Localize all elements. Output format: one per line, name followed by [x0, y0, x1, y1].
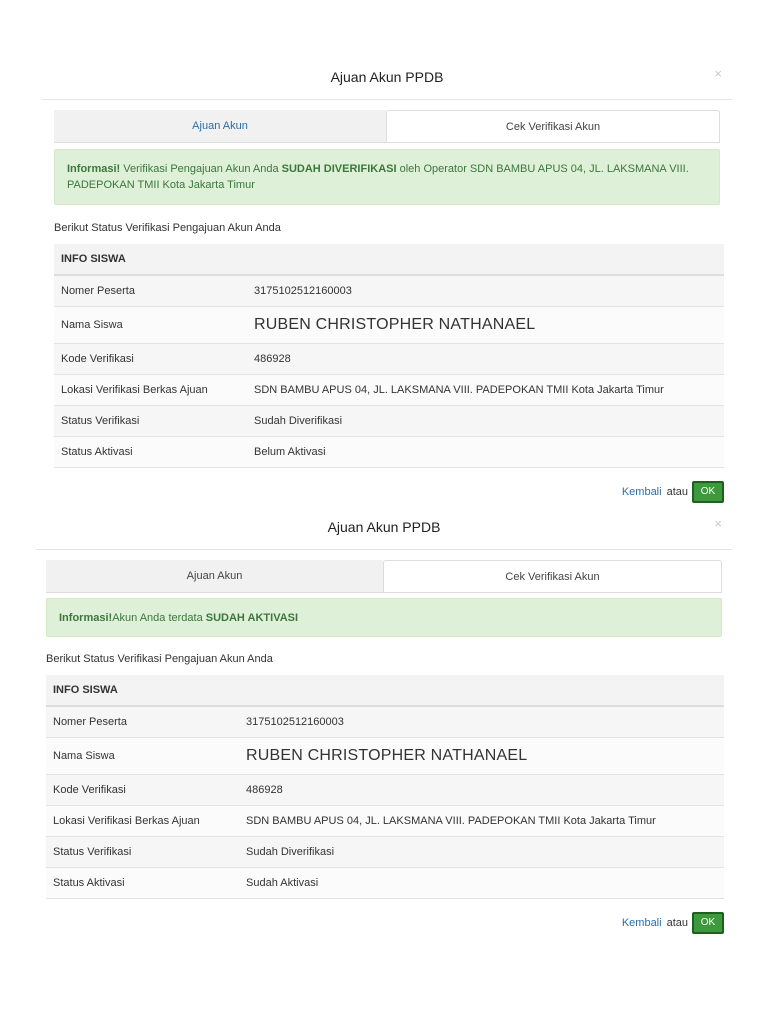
ok-button[interactable]: OK: [692, 912, 724, 934]
atau-text: atau: [666, 485, 688, 498]
row-value: 3175102512160003: [246, 706, 724, 737]
info-alert: [46, 598, 722, 637]
table-row: [46, 805, 724, 836]
row-value: Sudah Diverifikasi: [246, 836, 724, 867]
info-table: [54, 244, 724, 468]
tab-ajuan-akun[interactable]: Ajuan Akun: [54, 110, 386, 142]
row-label: Nama Siswa: [46, 737, 246, 774]
row-value: Sudah Diverifikasi: [254, 405, 724, 436]
table-row: [54, 343, 724, 374]
modal-title: Ajuan Akun PPDB: [330, 69, 444, 85]
intro-text: Berikut Status Verifikasi Pengajuan Akun Anda: [54, 222, 281, 234]
student-name: RUBEN CHRISTOPHER NATHANAEL: [254, 306, 724, 343]
alert-text-tail: oleh Operator SDN BAMBU APUS 04, JL. LAKSMANA VIII. PADEPOKAN TMII Kota Jakarta Timur: [67, 163, 689, 191]
footer-actions: [54, 480, 724, 504]
row-label: Nomer Peserta: [54, 275, 254, 306]
table-row: [46, 836, 724, 867]
table-row: [54, 436, 724, 467]
table-row: [54, 374, 724, 405]
table-header: INFO SISWA: [54, 244, 724, 275]
row-value: Belum Aktivasi: [254, 436, 724, 467]
alert-status: SUDAH AKTIVASI: [205, 612, 299, 624]
row-label: Lokasi Verifikasi Berkas Ajuan: [54, 374, 254, 405]
table-row: [54, 275, 724, 306]
row-value: Sudah Aktivasi: [246, 867, 724, 898]
row-label: Nomer Peserta: [46, 706, 246, 737]
student-name: RUBEN CHRISTOPHER NATHANAEL: [246, 737, 724, 774]
close-icon[interactable]: ×: [714, 66, 722, 81]
info-table: [46, 675, 724, 899]
row-value: SDN BAMBU APUS 04, JL. LAKSMANA VIII. PADEPOKAN TMII Kota Jakarta Timur: [246, 805, 724, 836]
close-icon[interactable]: ×: [714, 516, 722, 531]
row-value: 486928: [254, 343, 724, 374]
row-label: Lokasi Verifikasi Berkas Ajuan: [46, 805, 246, 836]
modal-verification-pending: [42, 60, 732, 504]
row-label: Status Verifikasi: [46, 836, 246, 867]
table-row: [54, 405, 724, 436]
table-row: [46, 774, 724, 805]
atau-text: atau: [666, 916, 688, 929]
alert-prefix: Informasi!: [59, 612, 113, 624]
tab-ajuan-akun[interactable]: Ajuan Akun: [46, 560, 383, 592]
row-label: Status Aktivasi: [54, 436, 254, 467]
modal-account-activated: [36, 510, 732, 935]
row-label: Kode Verifikasi: [46, 774, 246, 805]
table-header: INFO SISWA: [46, 675, 724, 706]
tab-cek-verifikasi-akun[interactable]: Cek Verifikasi Akun: [383, 560, 722, 592]
row-value: 486928: [246, 774, 724, 805]
table-row: [46, 737, 724, 774]
footer-actions: [46, 911, 724, 935]
tab-bar: [46, 560, 722, 593]
modal-title: Ajuan Akun PPDB: [327, 519, 441, 535]
intro-text: Berikut Status Verifikasi Pengajuan Akun Anda: [46, 653, 273, 665]
row-label: Status Verifikasi: [54, 405, 254, 436]
modal-header: [36, 510, 732, 550]
kembali-link[interactable]: Kembali: [621, 485, 662, 498]
tab-bar: [54, 110, 720, 143]
table-row: [46, 867, 724, 898]
row-label: Nama Siswa: [54, 306, 254, 343]
table-row: [46, 706, 724, 737]
row-label: Status Aktivasi: [46, 867, 246, 898]
alert-status: SUDAH DIVERIFIKASI: [281, 163, 397, 175]
modal-header: [42, 60, 732, 100]
row-value: SDN BAMBU APUS 04, JL. LAKSMANA VIII. PADEPOKAN TMII Kota Jakarta Timur: [254, 374, 724, 405]
table-row: [54, 306, 724, 343]
alert-prefix: Informasi!: [67, 163, 121, 175]
row-label: Kode Verifikasi: [54, 343, 254, 374]
alert-text: Verifikasi Pengajuan Akun Anda: [120, 163, 282, 175]
info-alert: [54, 149, 720, 205]
kembali-link[interactable]: Kembali: [621, 916, 662, 929]
tab-cek-verifikasi-akun[interactable]: Cek Verifikasi Akun: [386, 110, 720, 142]
row-value: 3175102512160003: [254, 275, 724, 306]
alert-text: Akun Anda terdata: [112, 612, 206, 624]
ok-button[interactable]: OK: [692, 481, 724, 503]
